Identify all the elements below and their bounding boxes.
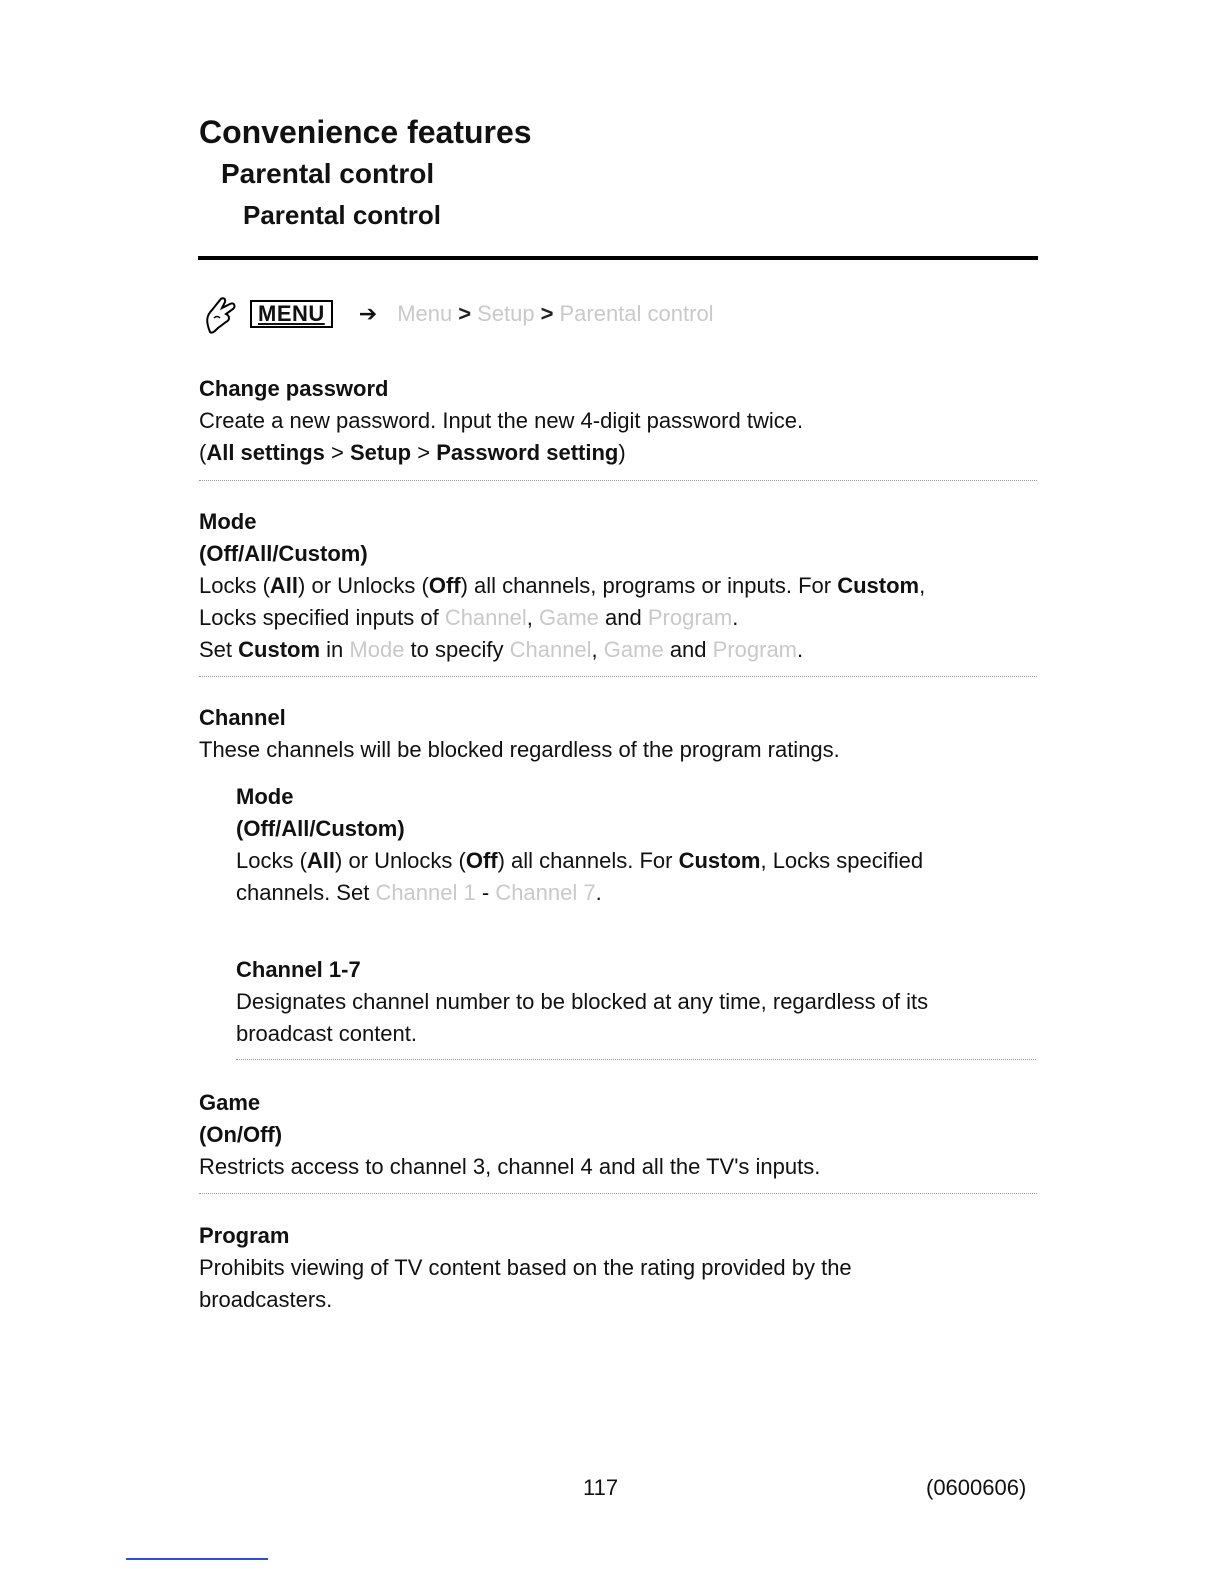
ghost-channel-7: Channel 7 [495,880,596,905]
option-all: All [306,848,336,873]
ghost-program: Program [647,605,733,630]
channel-title: Channel [199,705,286,730]
ghost-program: Program [712,637,797,662]
nav-path-menu: Menu [397,301,453,326]
text: . [595,880,602,905]
hand-press-icon [200,292,240,336]
nav-separator: > [540,301,554,326]
game-title: Game [199,1090,261,1115]
nav-path-setup: Setup [477,301,535,326]
ghost-game: Game [539,605,599,630]
section-divider [199,480,1037,481]
path-sep: > [411,440,437,465]
text: . [797,637,804,662]
path-setup: Setup [349,440,412,465]
text: and [598,605,648,630]
channel-desc: These channels will be blocked regardless of the program ratings. [199,737,840,762]
section-divider [199,1193,1037,1194]
text: ) all channels, programs or inputs. For [460,573,838,598]
change-password-desc: Create a new password. Input the new 4-digit password twice. [199,408,804,433]
channel-section [199,702,1039,766]
game-section [199,1087,1039,1183]
mode-line-2 [199,602,1039,634]
header-rule [198,256,1038,260]
nav-separator: > [458,301,472,326]
channel-mode-line-2 [236,877,1036,909]
channel-1-7-line-2: broadcast content. [236,1021,418,1046]
channel-mode-line-1 [236,845,1036,877]
ghost-game: Game [603,637,664,662]
text: Locks ( [199,573,270,598]
text: ) or Unlocks ( [298,573,429,598]
text: , [526,605,539,630]
text: and [663,637,713,662]
channel-1-7-title: Channel 1-7 [236,957,361,982]
program-section [199,1220,1039,1316]
change-password-title: Change password [199,376,389,401]
menu-navigation-path [200,290,714,338]
link-underline [126,1558,268,1560]
text: Locks ( [236,848,307,873]
text: to specify [404,637,510,662]
path-sep: > [324,440,350,465]
ghost-channel: Channel [509,637,592,662]
path-password-setting: Password setting [436,440,619,465]
section-divider [199,676,1037,677]
text: in [320,637,350,662]
text: ) all channels. For [497,848,679,873]
game-options: (On/Off) [199,1122,283,1147]
text: ) or Unlocks ( [335,848,466,873]
option-custom: Custom [678,848,761,873]
channel-1-7-subsection [236,954,1036,1050]
mode-section [199,506,1039,666]
menu-key-label: MENU [250,300,333,328]
option-off: Off [465,848,498,873]
ghost-channel: Channel [444,605,527,630]
channel-mode-title: Mode [236,784,294,809]
page-number: 117 [583,1475,619,1500]
program-title: Program [199,1223,290,1248]
page-title: Convenience features [199,114,532,150]
mode-line-1 [199,570,1039,602]
right-arrow-icon: ➔ [358,301,378,326]
text: Locks specified inputs of [199,605,445,630]
program-line-1: Prohibits viewing of TV content based on the rating provided by the [199,1255,852,1280]
game-desc: Restricts access to channel 3, channel 4 and all the TV's inputs. [199,1154,821,1179]
text: channels. Set [236,880,376,905]
path-all-settings: All settings [206,440,325,465]
paren-open: ( [199,440,207,465]
mode-line-3 [199,634,1039,666]
text: , [591,637,604,662]
ghost-mode: Mode [349,637,405,662]
channel-1-7-line-1: Designates channel number to be blocked at any time, regardless of its [236,989,929,1014]
change-password-section [199,373,1039,469]
mode-title: Mode [199,509,257,534]
section-divider [236,1059,1036,1060]
text: - [475,880,496,905]
page-subtitle: Parental control [221,158,435,189]
text: Set [199,637,239,662]
ghost-channel-1: Channel 1 [375,880,476,905]
option-all: All [269,573,299,598]
channel-mode-options: (Off/All/Custom) [236,816,405,841]
text: , Locks specified [760,848,924,873]
channel-mode-subsection [236,781,1036,909]
program-line-2: broadcasters. [199,1287,333,1312]
paren-close: ) [618,440,626,465]
section-title: Parental control [243,200,441,230]
nav-path-parental-control: Parental control [559,301,714,326]
mode-options: (Off/All/Custom) [199,541,368,566]
change-password-path [199,437,1039,469]
option-off: Off [428,573,461,598]
text: . [732,605,739,630]
option-custom: Custom [238,637,321,662]
text: , [919,573,926,598]
document-code: (0600606) [926,1475,1027,1500]
option-custom: Custom [837,573,920,598]
